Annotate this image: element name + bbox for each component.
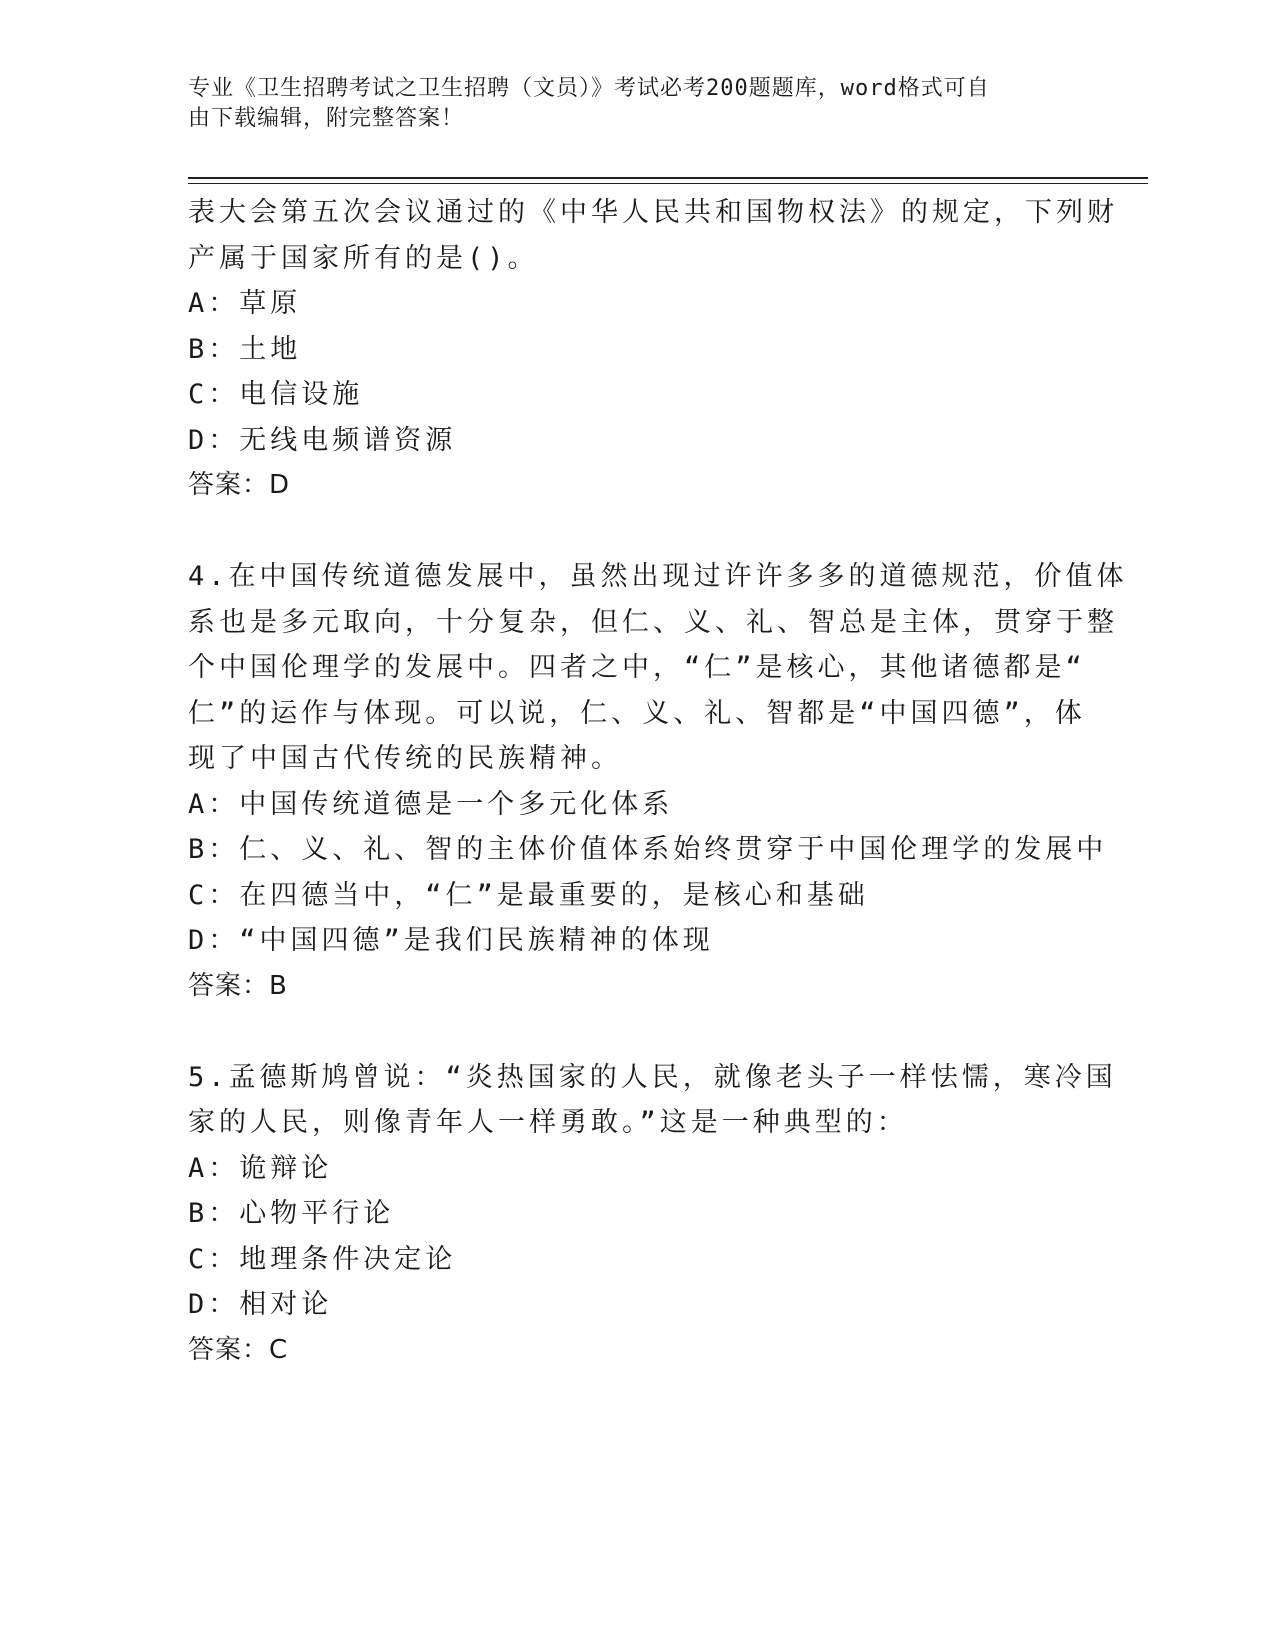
option-a: A：诡辩论: [188, 1152, 333, 1184]
question-3: [188, 190, 1118, 509]
option-c: C：电信设施: [188, 379, 364, 410]
option-a: A：中国传统道德是一个多元化体系: [188, 788, 674, 820]
question-stem-line: 5.孟德斯鸠曾说：“炎热国家的人民，就像老头子一样怯懦，寒冷国: [188, 1061, 1117, 1093]
question-gap: [188, 509, 1068, 555]
answer-line: 答案：C: [188, 1334, 289, 1365]
question-stem-line: 表大会第五次会议通过的《中华人民共和国物权法》的规定，下列财: [188, 197, 1118, 228]
question-stem-line: 现了中国古代传统的民族精神。: [188, 743, 622, 774]
question-stem-line: 系也是多元取向，十分复杂，但仁、义、礼、智总是主体，贯穿于整: [188, 606, 1118, 638]
answer-line: 答案：D: [188, 470, 291, 500]
question-stem-line: 仁”的运作与体现。可以说，仁、义、礼、智都是“中国四德”，体: [188, 697, 1086, 729]
question-gap: [188, 1009, 1068, 1055]
option-c: C：地理条件决定论: [188, 1243, 457, 1275]
document-header: [188, 74, 1068, 134]
option-b: B：仁、义、礼、智的主体价值体系始终贯穿于中国伦理学的发展中: [188, 834, 1108, 865]
answer-line: 答案：B: [188, 970, 288, 1001]
question-4: [188, 554, 1128, 1009]
question-stem-line: 家的人民，则像青年人一样勇敢。”这是一种典型的：: [188, 1107, 908, 1138]
option-c: C：在四德当中，“仁”是最重要的，是核心和基础: [188, 879, 869, 911]
header-line-1: 专业《卫生招聘考试之卫生招聘（文员）》考试必考200题题库，word格式可自: [188, 76, 990, 101]
question-stem-line: 产属于国家所有的是()。: [188, 242, 539, 274]
question-5: [188, 1055, 1117, 1374]
option-b: B：土地: [188, 333, 302, 365]
option-d: D：无线电频谱资源: [188, 424, 457, 456]
option-b: B：心物平行论: [188, 1198, 395, 1229]
header-rule-thin: [188, 183, 1148, 184]
header-rule-thick: [188, 177, 1148, 179]
document-body: [188, 190, 1128, 1373]
option-d: D：相对论: [188, 1289, 333, 1320]
option-a: A：草原: [188, 288, 302, 319]
question-stem-line: 个中国伦理学的发展中。四者之中，“仁”是核心，其他诸德都是“: [188, 652, 1086, 683]
option-d: D：“中国四德”是我们民族精神的体现: [188, 925, 714, 956]
question-stem-line: 4.在中国传统道德发展中，虽然出现过许许多多的道德规范，价值体: [188, 561, 1128, 592]
header-line-2: 由下载编辑，附完整答案！: [188, 106, 465, 131]
